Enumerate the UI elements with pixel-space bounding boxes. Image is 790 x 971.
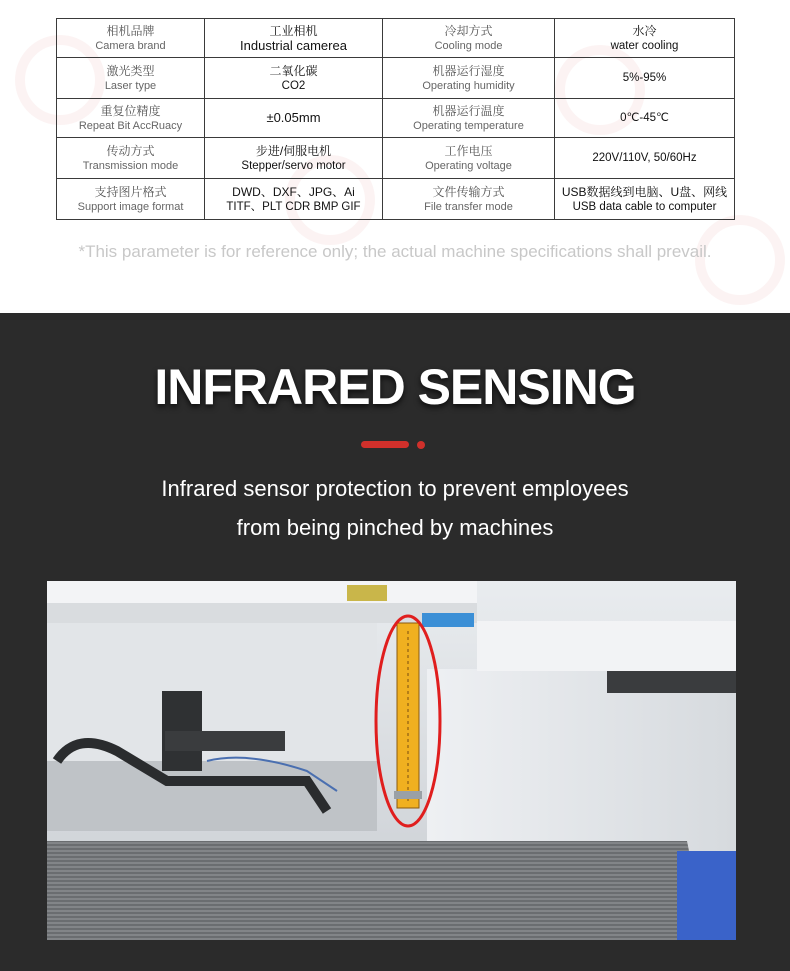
label-zh: 重复位精度 bbox=[100, 103, 161, 118]
label-en: File transfer mode bbox=[424, 200, 513, 213]
value-line2: TITF、PLT CDR BMP GIF bbox=[226, 200, 361, 213]
table-row bbox=[57, 58, 735, 99]
value-zh: 步进/伺服电机 bbox=[255, 143, 332, 158]
label-zh: 工作电压 bbox=[444, 143, 493, 158]
machine-illustration bbox=[47, 581, 736, 940]
label-zh: 机器运行温度 bbox=[432, 103, 505, 118]
spec-value-repeat-accuracy bbox=[205, 99, 383, 138]
spec-value-image-format bbox=[205, 179, 383, 220]
label-en: Transmission mode bbox=[82, 159, 179, 172]
spec-label-humidity bbox=[383, 58, 555, 99]
value-zh: 工业相机 bbox=[269, 23, 318, 38]
accent-dash-icon bbox=[361, 441, 409, 448]
section-title: INFRARED SENSING bbox=[154, 359, 636, 415]
spec-label-temperature bbox=[383, 99, 555, 138]
label-zh: 冷却方式 bbox=[444, 23, 493, 38]
label-en: Operating humidity bbox=[422, 79, 515, 92]
value-line1: DWD、DXF、JPG、Ai bbox=[232, 184, 355, 199]
label-en: Operating voltage bbox=[425, 159, 512, 172]
table-row bbox=[57, 138, 735, 179]
spec-value-voltage bbox=[555, 138, 735, 179]
spec-label-voltage bbox=[383, 138, 555, 179]
value-en: 0℃-45℃ bbox=[620, 112, 669, 124]
spec-label-transmission bbox=[57, 138, 205, 179]
accent-dot-icon bbox=[417, 441, 425, 449]
spec-table bbox=[56, 18, 735, 220]
machine-photo bbox=[47, 581, 736, 940]
spec-label-cooling-mode bbox=[383, 19, 555, 58]
label-zh: 激光类型 bbox=[106, 63, 155, 78]
value-zh: USB数据线到电脑、U盘、网线 bbox=[561, 184, 728, 199]
spec-value-temperature bbox=[555, 99, 735, 138]
spec-value-transmission bbox=[205, 138, 383, 179]
value-en: water cooling bbox=[610, 39, 679, 52]
spec-label-file-transfer bbox=[383, 179, 555, 220]
section-subtitle-line2: from being pinched by machines bbox=[236, 515, 554, 540]
spec-value-camera-brand bbox=[205, 19, 383, 58]
label-en: Repeat Bit AccRuacy bbox=[78, 119, 183, 132]
label-en: Operating temperature bbox=[413, 119, 524, 132]
label-zh: 传动方式 bbox=[106, 143, 155, 158]
spec-label-image-format bbox=[57, 179, 205, 220]
label-zh: 文件传输方式 bbox=[432, 184, 505, 199]
label-zh: 相机品牌 bbox=[106, 23, 155, 38]
value-en: CO2 bbox=[281, 79, 306, 92]
spec-section bbox=[0, 0, 790, 313]
table-row bbox=[57, 99, 735, 138]
table-row bbox=[57, 179, 735, 220]
value-en: USB data cable to computer bbox=[572, 200, 717, 213]
value-zh: 水冷 bbox=[632, 23, 657, 38]
spec-label-repeat-accuracy bbox=[57, 99, 205, 138]
label-zh: 支持图片格式 bbox=[94, 184, 167, 199]
label-en: Laser type bbox=[104, 79, 157, 92]
value-zh: 二氧化碳 bbox=[269, 63, 318, 78]
spec-value-humidity bbox=[555, 58, 735, 99]
table-row bbox=[57, 19, 735, 58]
label-en: Camera brand bbox=[95, 39, 166, 52]
spec-value-laser-type bbox=[205, 58, 383, 99]
spec-label-laser-type bbox=[57, 58, 205, 99]
value-en: 5%-95% bbox=[622, 72, 667, 84]
label-zh: 机器运行湿度 bbox=[432, 63, 505, 78]
value-en: Stepper/servo motor bbox=[241, 159, 346, 172]
spec-value-file-transfer bbox=[555, 179, 735, 220]
spec-value-cooling-mode bbox=[555, 19, 735, 58]
disclaimer-note: *This parameter is for reference only; the actual machine specifications shall prevail. bbox=[78, 242, 712, 261]
label-en: Cooling mode bbox=[434, 39, 503, 52]
section-subtitle-line1: Infrared sensor protection to prevent employees bbox=[161, 476, 629, 501]
spec-label-camera-brand bbox=[57, 19, 205, 58]
label-en: Support image format bbox=[77, 200, 184, 213]
value-en: ±0.05mm bbox=[266, 110, 321, 125]
value-en: Industrial camerea bbox=[240, 37, 347, 53]
value-en: 220V/110V, 50/60Hz bbox=[592, 152, 697, 164]
